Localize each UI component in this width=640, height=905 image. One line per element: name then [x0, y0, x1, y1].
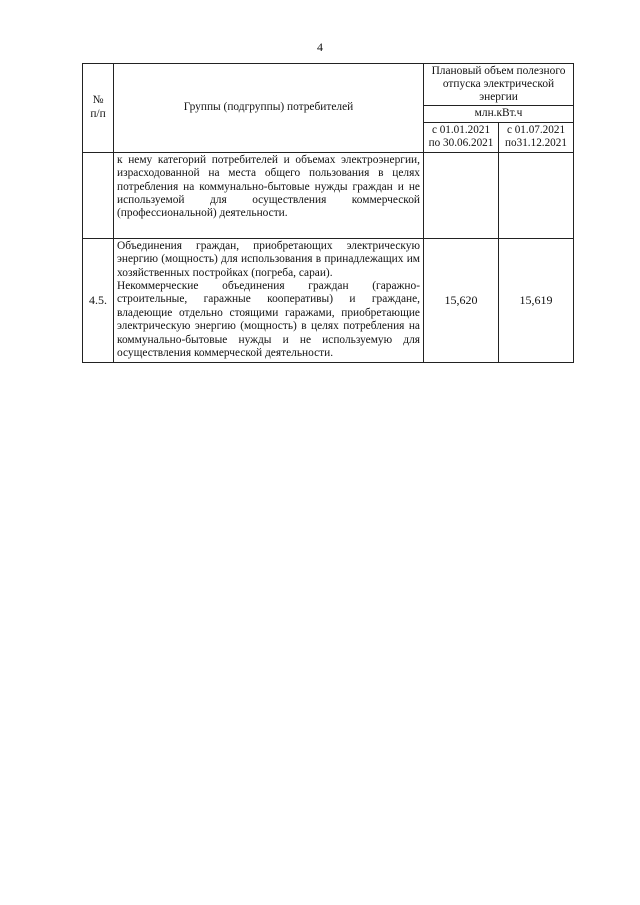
row-value-2: 15,619 — [499, 238, 574, 362]
header-period-2-label: с 01.07.2021 по31.12.2021 — [505, 123, 567, 150]
header-unit — [424, 106, 574, 122]
page-number: 4 — [317, 40, 323, 54]
row-number — [83, 152, 114, 238]
row-paragraph: Некоммерческие объединения граждан (гаражно-строительные, гаражные кооперативы) и граждане, владеющие отдельно стоящими гаражами, приобретающие электрическую энергию (мощность) в целях потребления на коммунально-бытовые нужды и не используемую для осуществления коммерческой деятельности. — [117, 280, 420, 360]
row-value-1: 15,620 — [424, 238, 499, 362]
header-unit-label: млн.кВт.ч — [474, 107, 523, 120]
header-plan — [424, 64, 574, 106]
table-row — [83, 152, 574, 238]
row-value-2 — [499, 152, 574, 238]
row-value-1 — [424, 152, 499, 238]
row-description — [114, 238, 424, 362]
consumer-groups-table — [82, 63, 574, 363]
row-description — [114, 152, 424, 238]
header-group — [114, 64, 424, 153]
row-number: 4.5. — [83, 238, 114, 362]
header-period-2 — [499, 122, 574, 152]
header-number-label: № п/п — [90, 94, 106, 120]
header-plan-label: Плановый объем полезного отпуска электрической энергии — [431, 65, 566, 104]
header-number — [83, 64, 114, 153]
header-group-label: Группы (подгруппы) потребителей — [183, 101, 354, 114]
row-paragraph: Объединения граждан, приобретающих электрическую энергию (мощность) для использования в принадлежащих им хозяйственных постройках (погреба, сараи). — [117, 239, 420, 279]
header-period-1 — [424, 122, 499, 152]
table-row — [83, 238, 574, 362]
row-paragraph: к нему категорий потребителей и объемах электроэнергии, израсходованной на места общего пользования в целях потребления на коммунально-бытовые нужды граждан и не используемой для осуществления коммерческой (профессиональной) деятельности. — [117, 153, 420, 220]
header-period-1-label: с 01.01.2021 по 30.06.2021 — [428, 123, 494, 150]
